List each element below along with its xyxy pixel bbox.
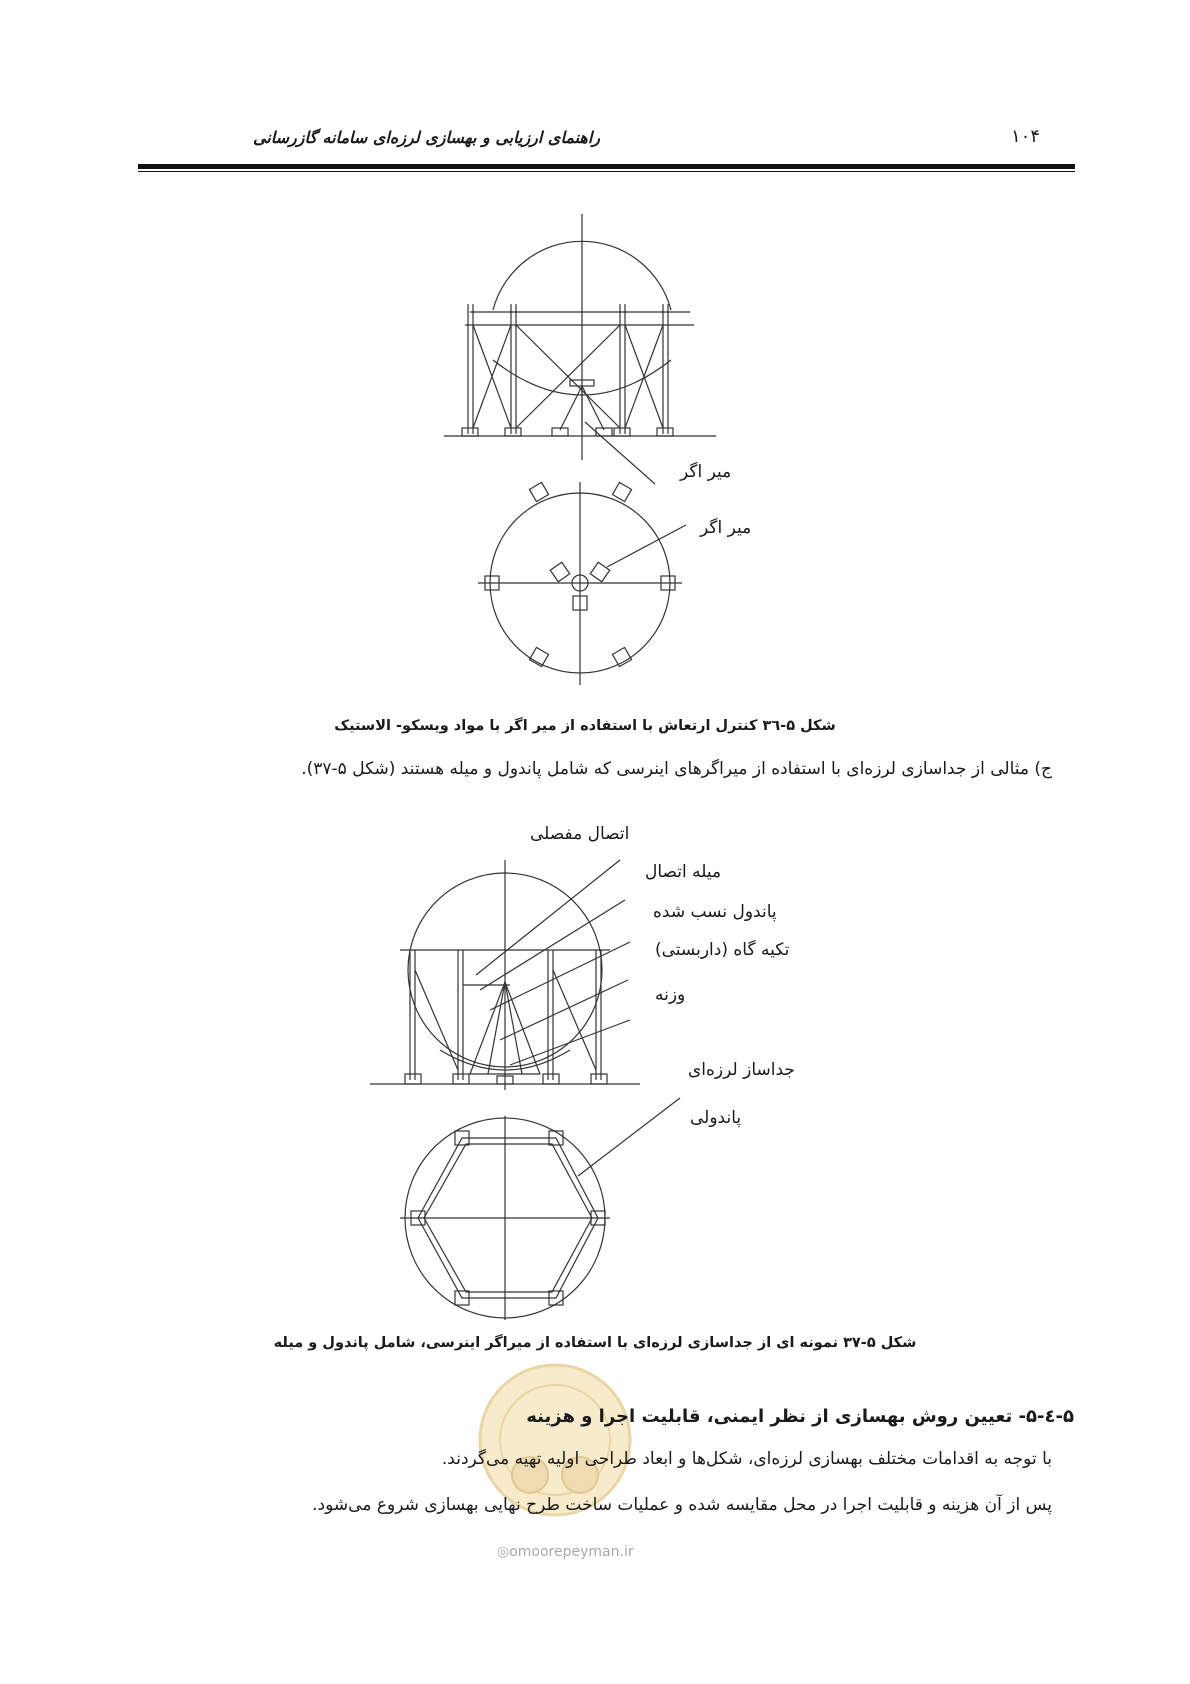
figure-37-label-joint: اتصال مفصلی (530, 824, 630, 844)
section-text-line-1: با توجه به اقدامات مختلف بهسازی لرزه‌ای، شکل‌ها و ابعاد طراحی اولیه تهیه می‌گردند. (441, 1449, 1052, 1469)
figure-37-label-weight: وزنه (655, 985, 686, 1005)
section-text-line-2: پس از آن هزینه و قابلیت اجرا در محل مقایسه شده و عملیات ساخت طرح نهایی بهسازی شروع می‌شود. (312, 1495, 1052, 1515)
watermark-url (497, 1544, 634, 1560)
section-heading: ۵-٤-۵- تعیین روش بهسازی از نظر ایمنی، قابلیت اجرا و هزینه (526, 1406, 1074, 1427)
figure-37-label-rod: میله اتصال (645, 862, 722, 882)
page-number: ۱۰۴ (1010, 126, 1040, 147)
figure-36-plan-drawing (0, 480, 1190, 720)
figure-36-label-damper-top: میر اگر (680, 462, 732, 482)
figure-37-label-isolator-line1: جداساز لرزه‌ای (688, 1060, 795, 1080)
header-rule-thin (138, 171, 1075, 172)
figure-37-label-support: تکیه گاه (داربستی) (655, 940, 790, 960)
figure-37-label-pendulum: پاندول نسب شده (653, 902, 777, 922)
figure-37-caption: شکل ۵-۳۷ نمونه ای از جداسازی لرزه‌ای با استفاده از میراگر اینرسی، شامل پاندول و میله (273, 1335, 917, 1351)
figure-36-caption: شکل ۵-۳٦ کنترل ارتعاش با استفاده از میر اگر با مواد ویسکو- الاستیک (334, 718, 836, 734)
header-rule (138, 164, 1075, 169)
figure-37-plan-drawing (0, 1108, 1190, 1328)
watermark-url-text: omoorepeyman.ir (509, 1544, 634, 1560)
figure-36-label-damper-bottom: میر اگر (700, 518, 752, 538)
paragraph-c: ج) مثالی از جداسازی لرزه‌ای با استفاده از میراگرهای اینرسی که شامل پاندول و میله هستند (شکل ۵-۳۷). (301, 759, 1052, 779)
running-header-title: راهنمای ارزیابی و بهسازی لرزه‌ای سامانه گازرسانی (252, 128, 600, 147)
figure-37-label-isolator-line2: پاندولی (690, 1108, 742, 1128)
globe-icon: ◎ (497, 1544, 510, 1560)
